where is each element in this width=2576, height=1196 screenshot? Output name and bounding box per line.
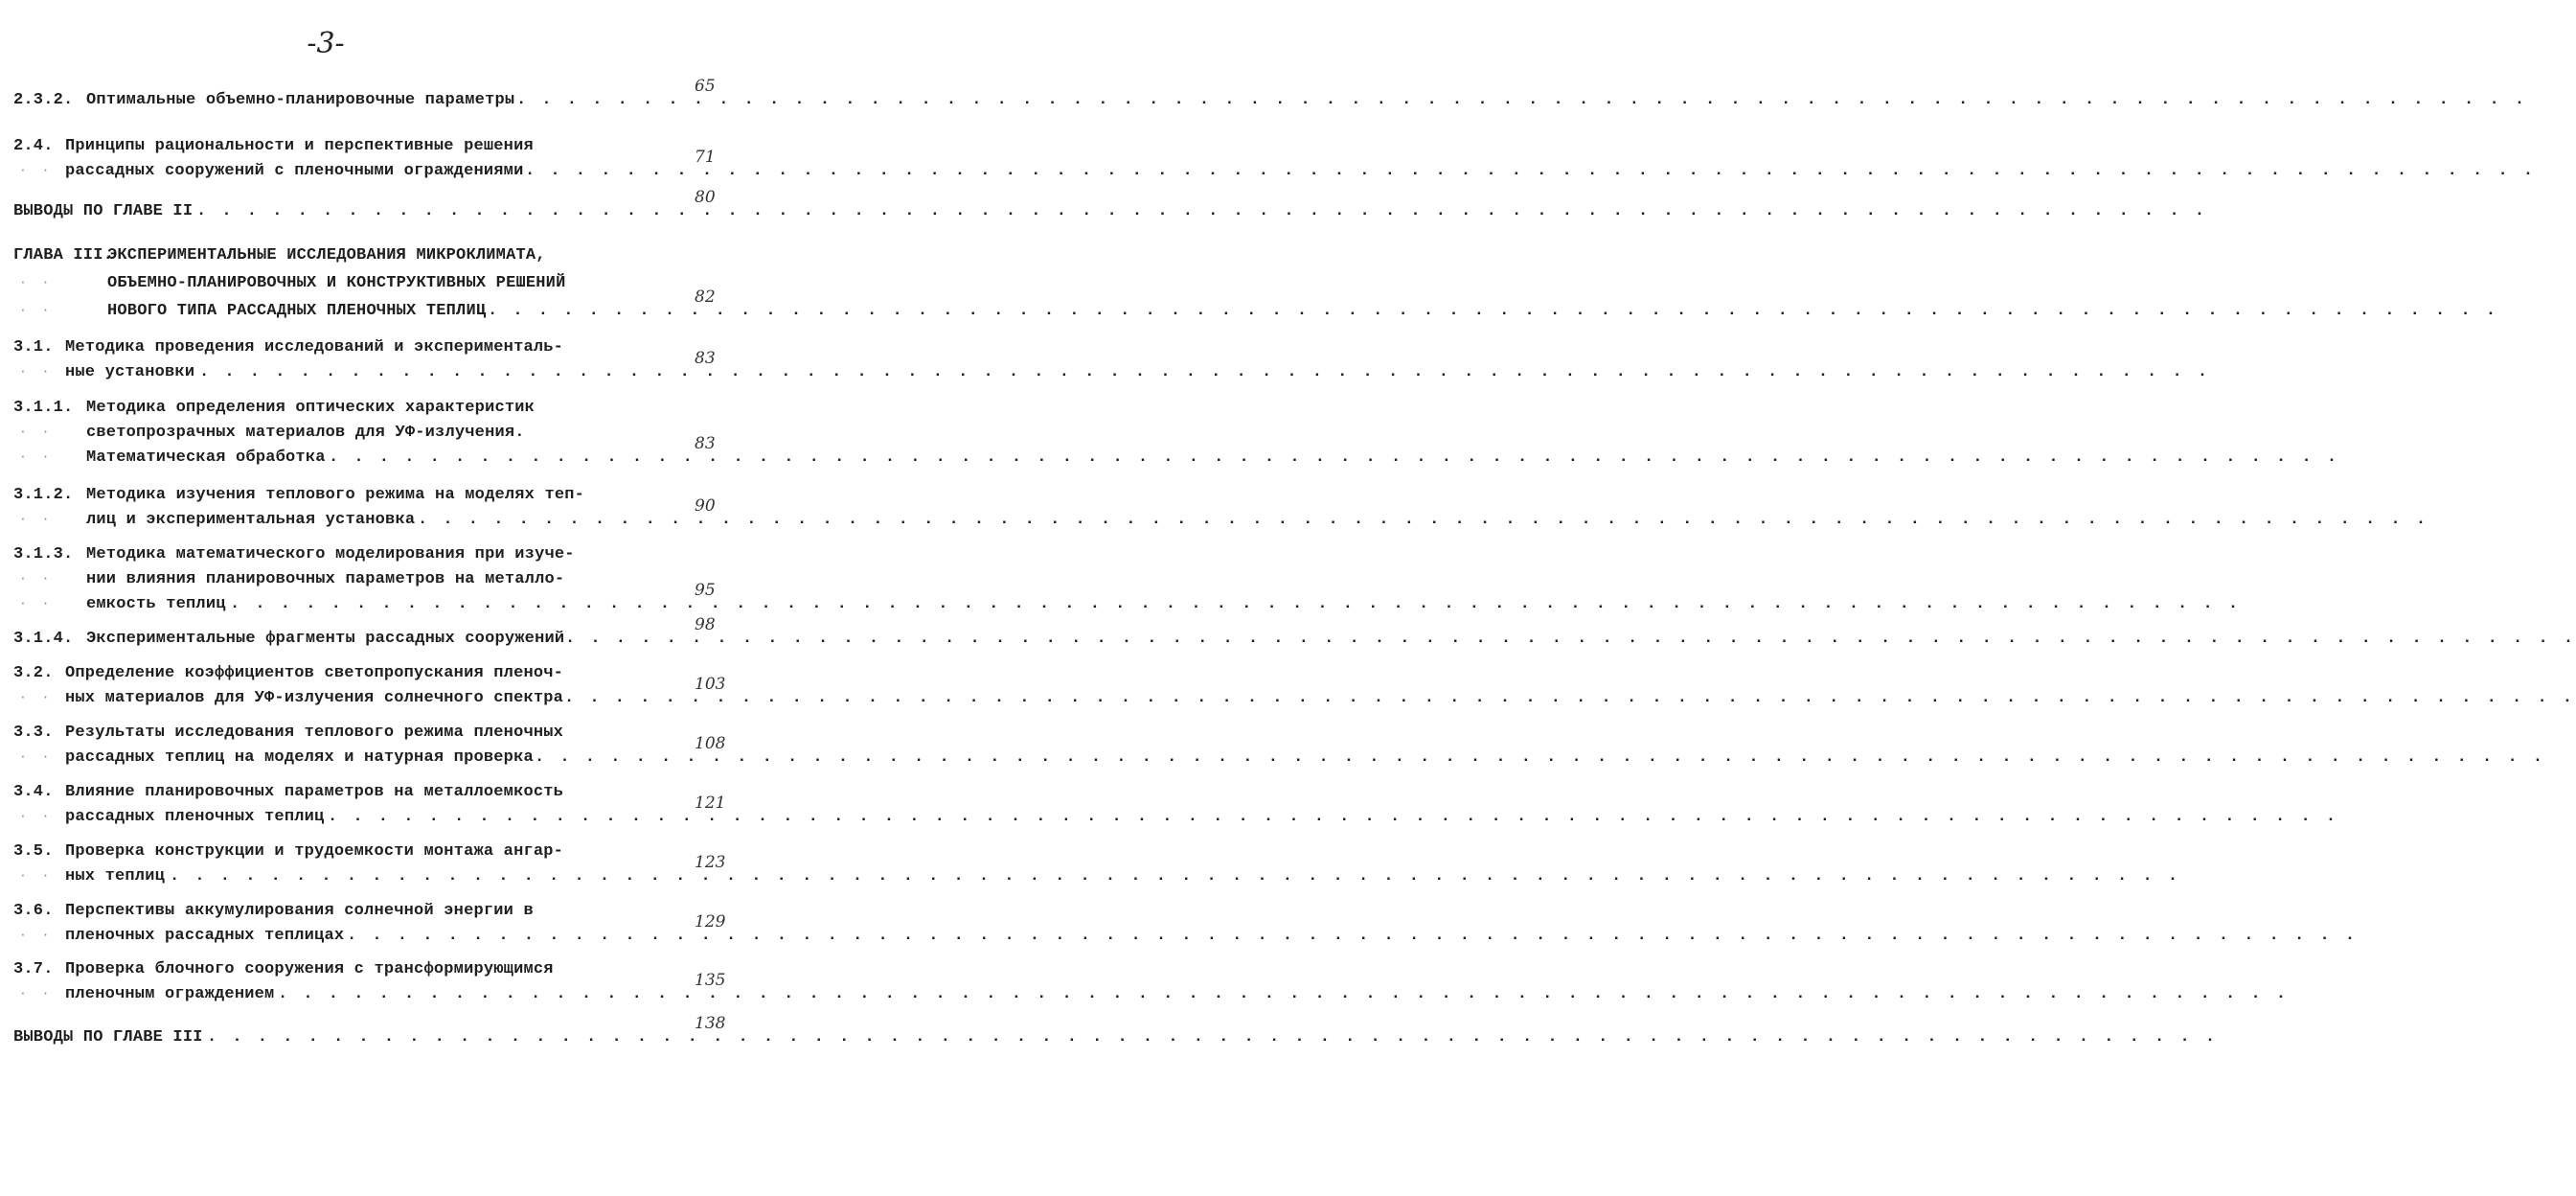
page-number: -3- <box>307 27 345 60</box>
dot-leader: . . . . . . . . . . . . . . . . . . . . . . . . . . . . . . . . . . . . . . . . . . . . . . . . . . . . . . . . . . . . . . . . . . . . . . . . . . . . . . . . <box>329 448 2340 467</box>
toc-page-number: 82 <box>695 288 716 307</box>
toc-page-number: 138 <box>695 1014 726 1033</box>
toc-page-number: 129 <box>695 912 726 932</box>
dot-leader: . . . . . . . . . . . . . . . . . . . . . . . . . . . . . . . . . . . . . . . . . . . . . . . . . . . . . . . . . . . . . . . . . . . . . . . . . . . . . . . . <box>564 689 2576 707</box>
toc-page-number: 71 <box>695 148 716 167</box>
scan-mark: · · <box>19 749 54 764</box>
toc-page-number: 90 <box>695 496 716 516</box>
toc-entry-number: 2.3.2. <box>13 91 74 109</box>
scan-mark: · · <box>19 868 54 883</box>
toc-page-number: 123 <box>695 853 726 872</box>
toc-entry-title-line: НОВОГО ТИПА РАССАДНЫХ ПЛЕНОЧНЫХ ТЕПЛИЦ <box>107 302 487 320</box>
toc-page-number: 65 <box>695 77 716 96</box>
toc-entry-title-line: Проверка конструкции и трудоемкости монтажа ангар- <box>65 842 564 861</box>
dot-leader: . . . . . . . . . . . . . . . . . . . . . . . . . . . . . . . . . . . . . . . . . . . . . . . . . . . . . . . . . . . . . . . . . . . . . . . . . . . . . . . . <box>347 927 2359 945</box>
toc-entry-title-line: Математическая обработка <box>86 448 326 467</box>
dot-leader: . . . . . . . . . . . . . . . . . . . . . . . . . . . . . . . . . . . . . . . . . . . . . . . . . . . . . . . . . . . . . . . . . . . . . . . . . . . . . . . . <box>516 91 2528 109</box>
toc-entry-title-line: ные установки <box>65 363 195 381</box>
toc-entry-title-line: Проверка блочного сооружения с трансформирующимся <box>65 960 554 978</box>
toc-entry-title-line: Методика определения оптических характеристик <box>86 399 536 417</box>
toc-entry-number: 3.7. <box>13 960 54 978</box>
toc-entry-title-line: емкость теплиц <box>86 595 226 613</box>
dot-leader: . . . . . . . . . . . . . . . . . . . . . . . . . . . . . . . . . . . . . . . . . . . . . . . . . . . . . . . . . . . . . . . . . . . . . . . . . . . . . . . . <box>196 202 2208 220</box>
toc-entry-title-line: ВЫВОДЫ ПО ГЛАВЕ II <box>13 202 194 220</box>
scan-mark: · · <box>19 303 54 317</box>
toc-entry-number: 3.3. <box>13 724 54 742</box>
toc-page-number: 95 <box>695 581 716 600</box>
toc-entry-title-line: ВЫВОДЫ ПО ГЛАВЕ III <box>13 1028 203 1046</box>
dot-leader: . . . . . . . . . . . . . . . . . . . . . . . . . . . . . . . . . . . . . . . . . . . . . . . . . . . . . . . . . . . . . . . . . . . . . . . . . . . . . . . . <box>488 302 2499 320</box>
toc-entry-title-line: Экспериментальные фрагменты рассадных сооружений <box>86 630 565 648</box>
toc-entry-number: 3.4. <box>13 783 54 801</box>
toc-entry-title-line: пленочных рассадных теплицах <box>65 927 345 945</box>
scan-mark: · · <box>19 425 54 439</box>
toc-entry-title-line: нии влияния планировочных параметров на металло- <box>86 570 565 588</box>
toc-entry-title-line: лиц и экспериментальная установка <box>86 511 416 529</box>
dot-leader: . . . . . . . . . . . . . . . . . . . . . . . . . . . . . . . . . . . . . . . . . . . . . . . . . . . . . . . . . . . . . . . . . . . . . . . . . . . . . . . . <box>418 511 2429 529</box>
toc-entry-title-line: ных теплиц <box>65 867 166 886</box>
toc-entry-title-line: Методика изучения теплового режима на моделях теп- <box>86 486 585 504</box>
toc-entry-title-line: Оптимальные объемно-планировочные параметры <box>86 91 515 109</box>
toc-entry-number: 3.2. <box>13 664 54 682</box>
toc-entry-title-line: светопрозрачных материалов для УФ-излучения. <box>86 424 525 442</box>
toc-entry-title-line: Перспективы аккумулирования солнечной энергии в <box>65 902 534 920</box>
scan-mark: · · <box>19 512 54 526</box>
scan-mark: · · <box>19 986 54 1000</box>
dot-leader: . . . . . . . . . . . . . . . . . . . . . . . . . . . . . . . . . . . . . . . . . . . . . . . . . . . . . . . . . . . . . . . . . . . . . . . . . . . . . . . . <box>278 985 2290 1003</box>
toc-entry-title-line: рассадных сооружений с пленочными ограждениями <box>65 162 524 180</box>
toc-page-number: 103 <box>695 675 726 694</box>
toc-entry-number: 3.1.2. <box>13 486 74 504</box>
toc-entry-title-line: рассадных пленочных теплиц <box>65 808 325 826</box>
scan-mark: · · <box>19 596 54 610</box>
toc-entry-title-line: Принципы рациональности и перспективные решения <box>65 137 534 155</box>
dot-leader: . . . . . . . . . . . . . . . . . . . . . . . . . . . . . . . . . . . . . . . . . . . . . . . . . . . . . . . . . . . . . . . . . . . . . . . . . . . . . . . . <box>199 363 2211 381</box>
scan-mark: · · <box>19 449 54 464</box>
scan-mark: · · <box>19 163 54 177</box>
toc-entry-title-line: Определение коэффициентов светопропускания пленоч- <box>65 664 564 682</box>
dot-leader: . . . . . . . . . . . . . . . . . . . . . . . . . . . . . . . . . . . . . . . . . . . . . . . . . . . . . . . . . . . . . . . . . . . . . . . . . . . . . . . . <box>328 808 2339 826</box>
toc-entry-title-line: рассадных теплиц на моделях и натурная проверка <box>65 748 534 767</box>
scan-mark: · · <box>19 364 54 379</box>
toc-entry-number: 3.1.4. <box>13 630 74 648</box>
toc-page-number: 83 <box>695 434 716 453</box>
toc-entry-number: 3.1.3. <box>13 545 74 564</box>
toc-entry-number: ГЛАВА III. <box>13 246 114 264</box>
toc-entry-title-line: ОБЪЕМНО-ПЛАНИРОВОЧНЫХ И КОНСТРУКТИВНЫХ РЕШЕНИЙ <box>107 274 566 292</box>
dot-leader: . . . . . . . . . . . . . . . . . . . . . . . . . . . . . . . . . . . . . . . . . . . . . . . . . . . . . . . . . . . . . . . . . . . . . . . . . . . . . . . . <box>207 1028 2219 1046</box>
dot-leader: . . . . . . . . . . . . . . . . . . . . . . . . . . . . . . . . . . . . . . . . . . . . . . . . . . . . . . . . . . . . . . . . . . . . . . . . . . . . . . . . <box>230 595 2242 613</box>
toc-page-number: 108 <box>695 734 726 753</box>
toc-page-number: 83 <box>695 349 716 368</box>
toc-page-number: 98 <box>695 615 716 634</box>
toc-entry-number: 3.6. <box>13 902 54 920</box>
scan-mark: · · <box>19 275 54 289</box>
toc-entry-title-line: пленочным ограждением <box>65 985 275 1003</box>
scan-mark: · · <box>19 571 54 586</box>
toc-entry-title-line: ЭКСПЕРИМЕНТАЛЬНЫЕ ИССЛЕДОВАНИЯ МИКРОКЛИМАТА, <box>107 246 546 264</box>
toc-entry-number: 3.1. <box>13 338 54 356</box>
scan-mark: · · <box>19 690 54 704</box>
scan-mark: · · <box>19 928 54 942</box>
scan-mark: · · <box>19 809 54 823</box>
toc-entry-title-line: ных материалов для УФ-излучения солнечного спектра <box>65 689 564 707</box>
toc-page-number: 80 <box>695 188 716 207</box>
toc-entry-number: 2.4. <box>13 137 54 155</box>
toc-entry-title-line: Влияние планировочных параметров на металлоемкость <box>65 783 564 801</box>
dot-leader: . . . . . . . . . . . . . . . . . . . . . . . . . . . . . . . . . . . . . . . . . . . . . . . . . . . . . . . . . . . . . . . . . . . . . . . . . . . . . . . . <box>565 630 2576 648</box>
toc-entry-number: 3.1.1. <box>13 399 74 417</box>
toc-entry-title-line: Методика математического моделирования при изуче- <box>86 545 575 564</box>
toc-entry-number: 3.5. <box>13 842 54 861</box>
toc-page-number: 121 <box>695 794 726 813</box>
toc-entry-title-line: Результаты исследования теплового режима пленочных <box>65 724 564 742</box>
dot-leader: . . . . . . . . . . . . . . . . . . . . . . . . . . . . . . . . . . . . . . . . . . . . . . . . . . . . . . . . . . . . . . . . . . . . . . . . . . . . . . . . <box>525 162 2537 180</box>
dot-leader: . . . . . . . . . . . . . . . . . . . . . . . . . . . . . . . . . . . . . . . . . . . . . . . . . . . . . . . . . . . . . . . . . . . . . . . . . . . . . . . . <box>535 748 2546 767</box>
dot-leader: . . . . . . . . . . . . . . . . . . . . . . . . . . . . . . . . . . . . . . . . . . . . . . . . . . . . . . . . . . . . . . . . . . . . . . . . . . . . . . . . <box>170 867 2181 886</box>
toc-page-number: 135 <box>695 971 726 990</box>
toc-entry-title-line: Методика проведения исследований и эксперименталь- <box>65 338 564 356</box>
